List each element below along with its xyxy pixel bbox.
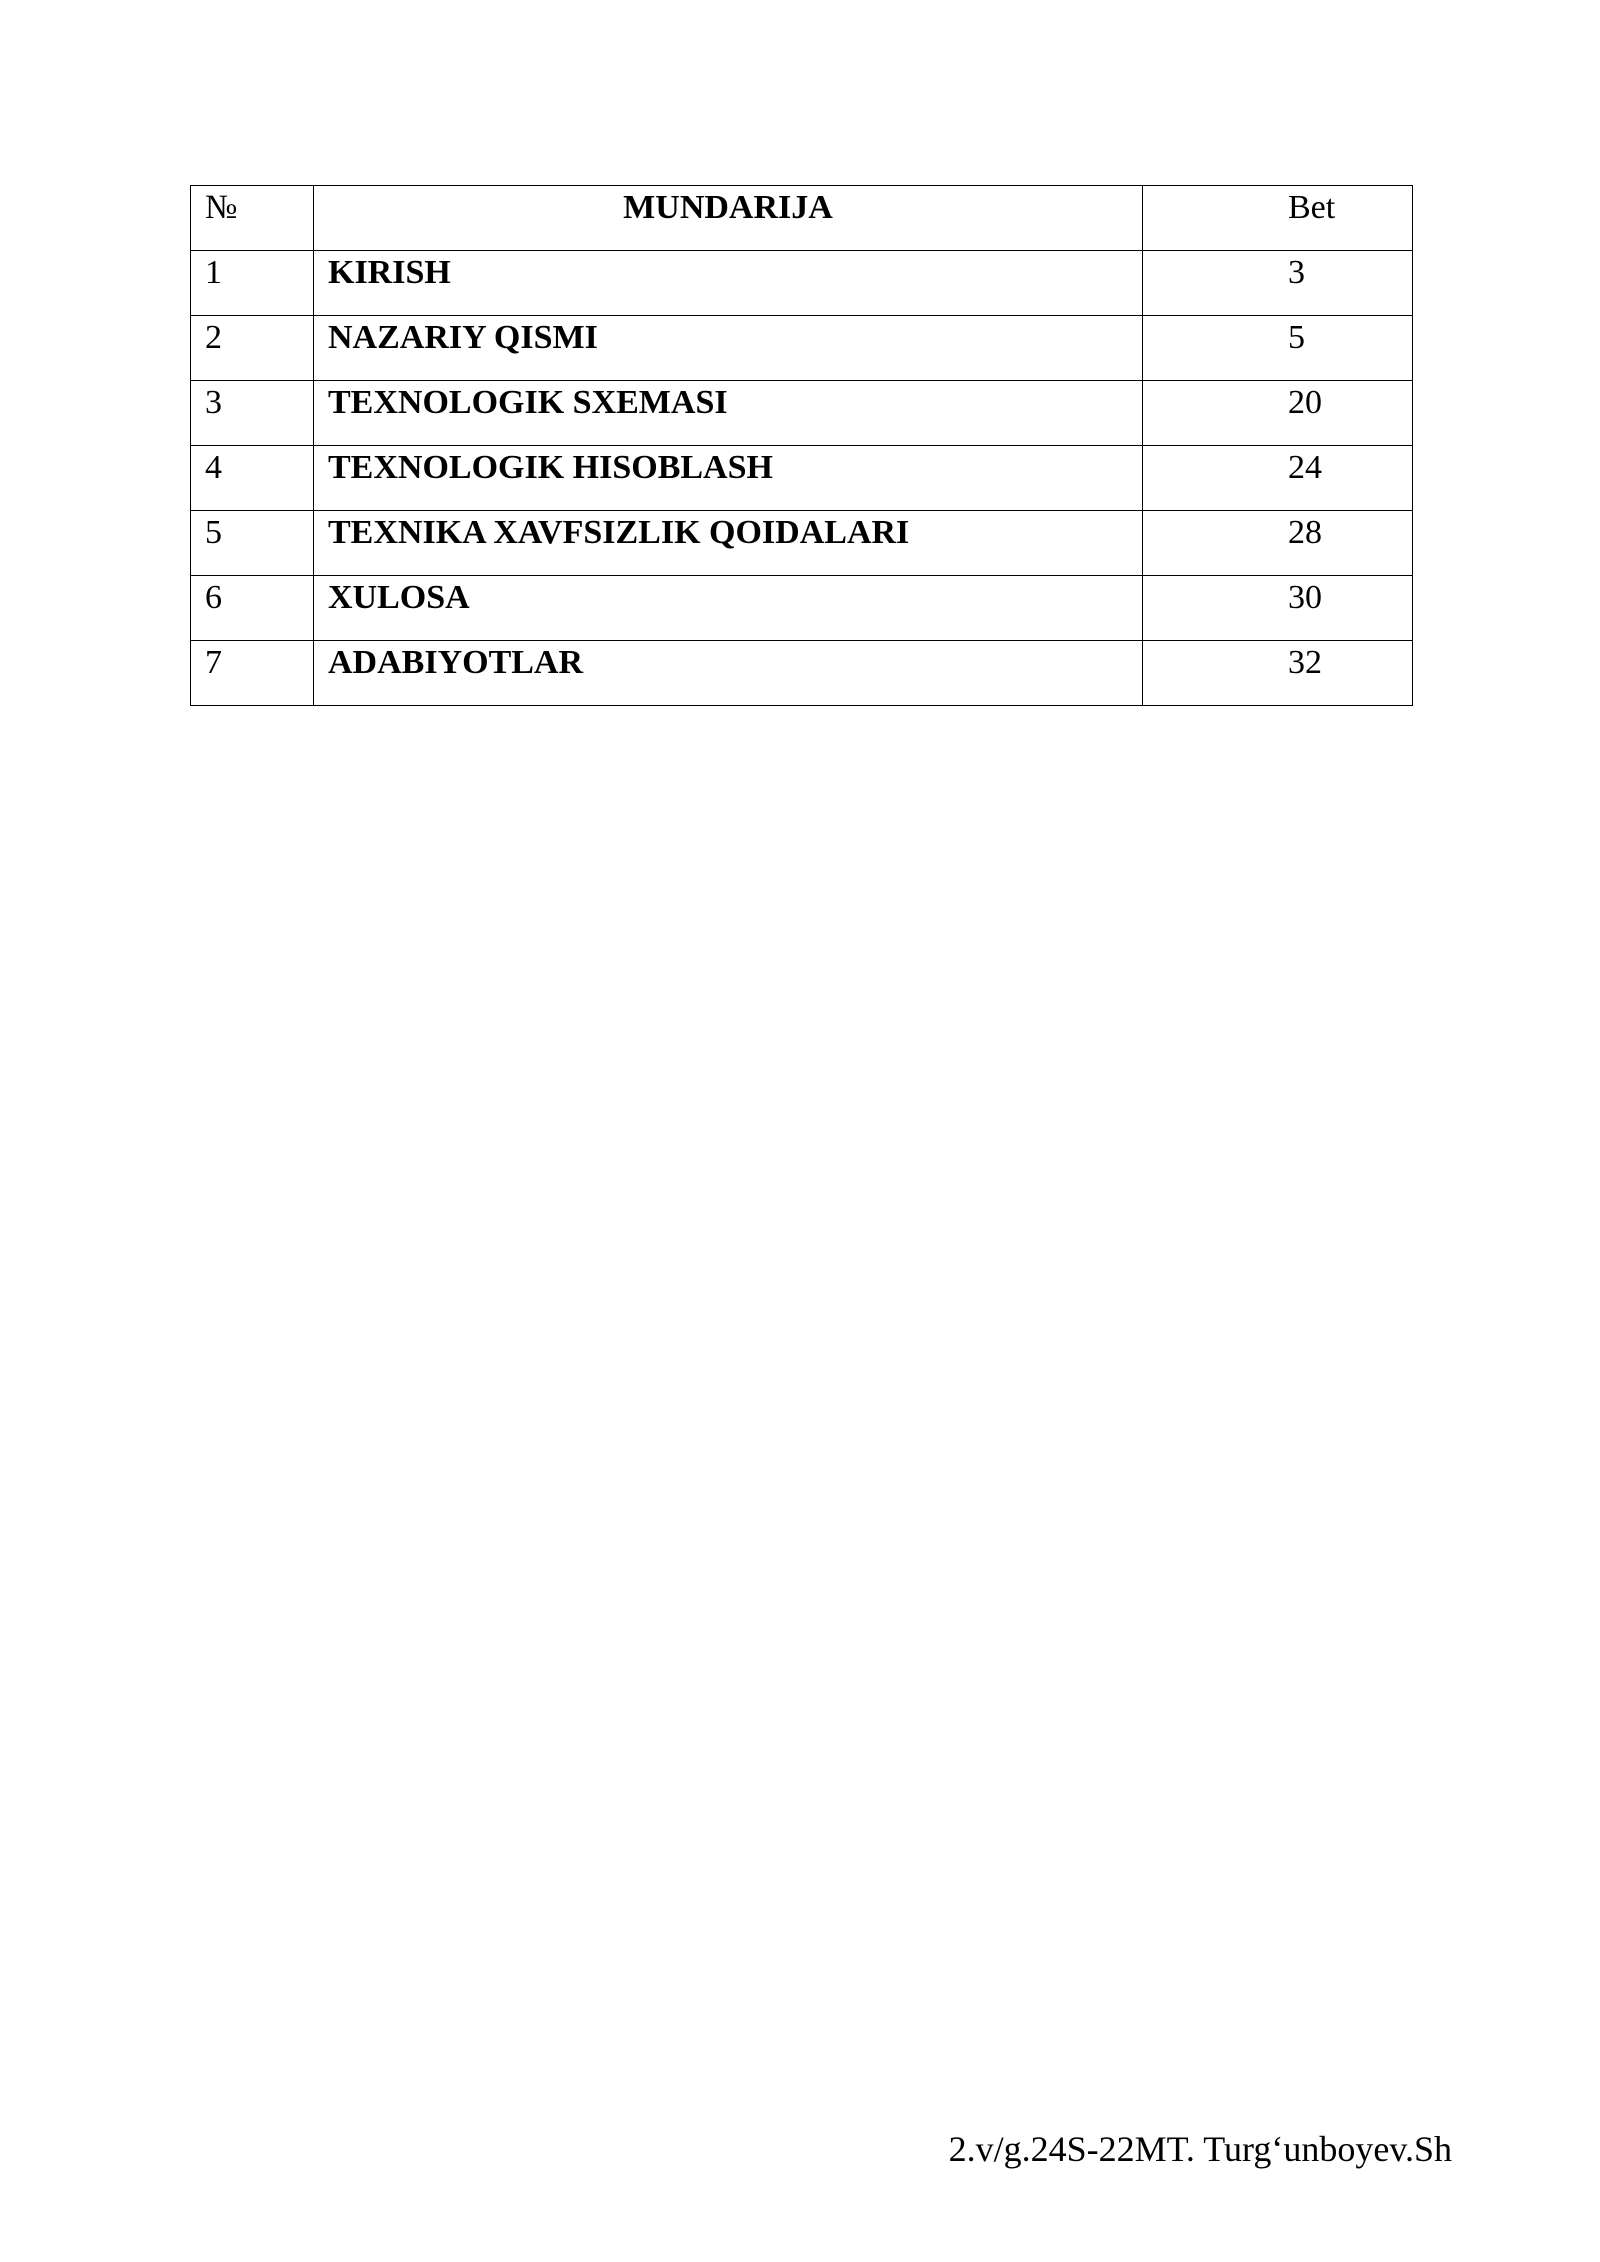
toc-row <box>191 576 1413 641</box>
page-footer: 2.v/g.24S-22MT. Turg‘unboyev.Sh <box>948 2129 1452 2169</box>
toc-row <box>191 511 1413 576</box>
toc-row-page: 24 <box>1143 446 1413 511</box>
toc-row <box>191 446 1413 511</box>
toc-row-number: 5 <box>191 511 314 576</box>
toc-row-number: 7 <box>191 641 314 706</box>
toc-row-title: TEXNOLOGIK SXEMASI <box>314 381 1143 446</box>
toc-row-page: 32 <box>1143 641 1413 706</box>
toc-row-page: 20 <box>1143 381 1413 446</box>
toc-row <box>191 316 1413 381</box>
toc-header-number: № <box>191 186 314 251</box>
toc-row-page: 3 <box>1143 251 1413 316</box>
toc-row-title: KIRISH <box>314 251 1143 316</box>
toc-header-row <box>191 186 1413 251</box>
toc-row-title: NAZARIY QISMI <box>314 316 1143 381</box>
toc-row-number: 3 <box>191 381 314 446</box>
toc-row <box>191 641 1413 706</box>
table-of-contents <box>190 185 1413 706</box>
toc-row-number: 1 <box>191 251 314 316</box>
toc-header-title: MUNDARIJA <box>314 186 1143 251</box>
toc-row-number: 2 <box>191 316 314 381</box>
toc-row <box>191 381 1413 446</box>
toc-row-title: ADABIYOTLAR <box>314 641 1143 706</box>
toc-row-page: 28 <box>1143 511 1413 576</box>
toc-row-title: TEXNOLOGIK HISOBLASH <box>314 446 1143 511</box>
toc-row-number: 4 <box>191 446 314 511</box>
toc-row-title: XULOSA <box>314 576 1143 641</box>
toc-header-page: Bet <box>1143 186 1413 251</box>
toc-row <box>191 251 1413 316</box>
toc-row-number: 6 <box>191 576 314 641</box>
toc-row-page: 30 <box>1143 576 1413 641</box>
toc-row-title: TEXNIKA XAVFSIZLIK QOIDALARI <box>314 511 1143 576</box>
toc-row-page: 5 <box>1143 316 1413 381</box>
